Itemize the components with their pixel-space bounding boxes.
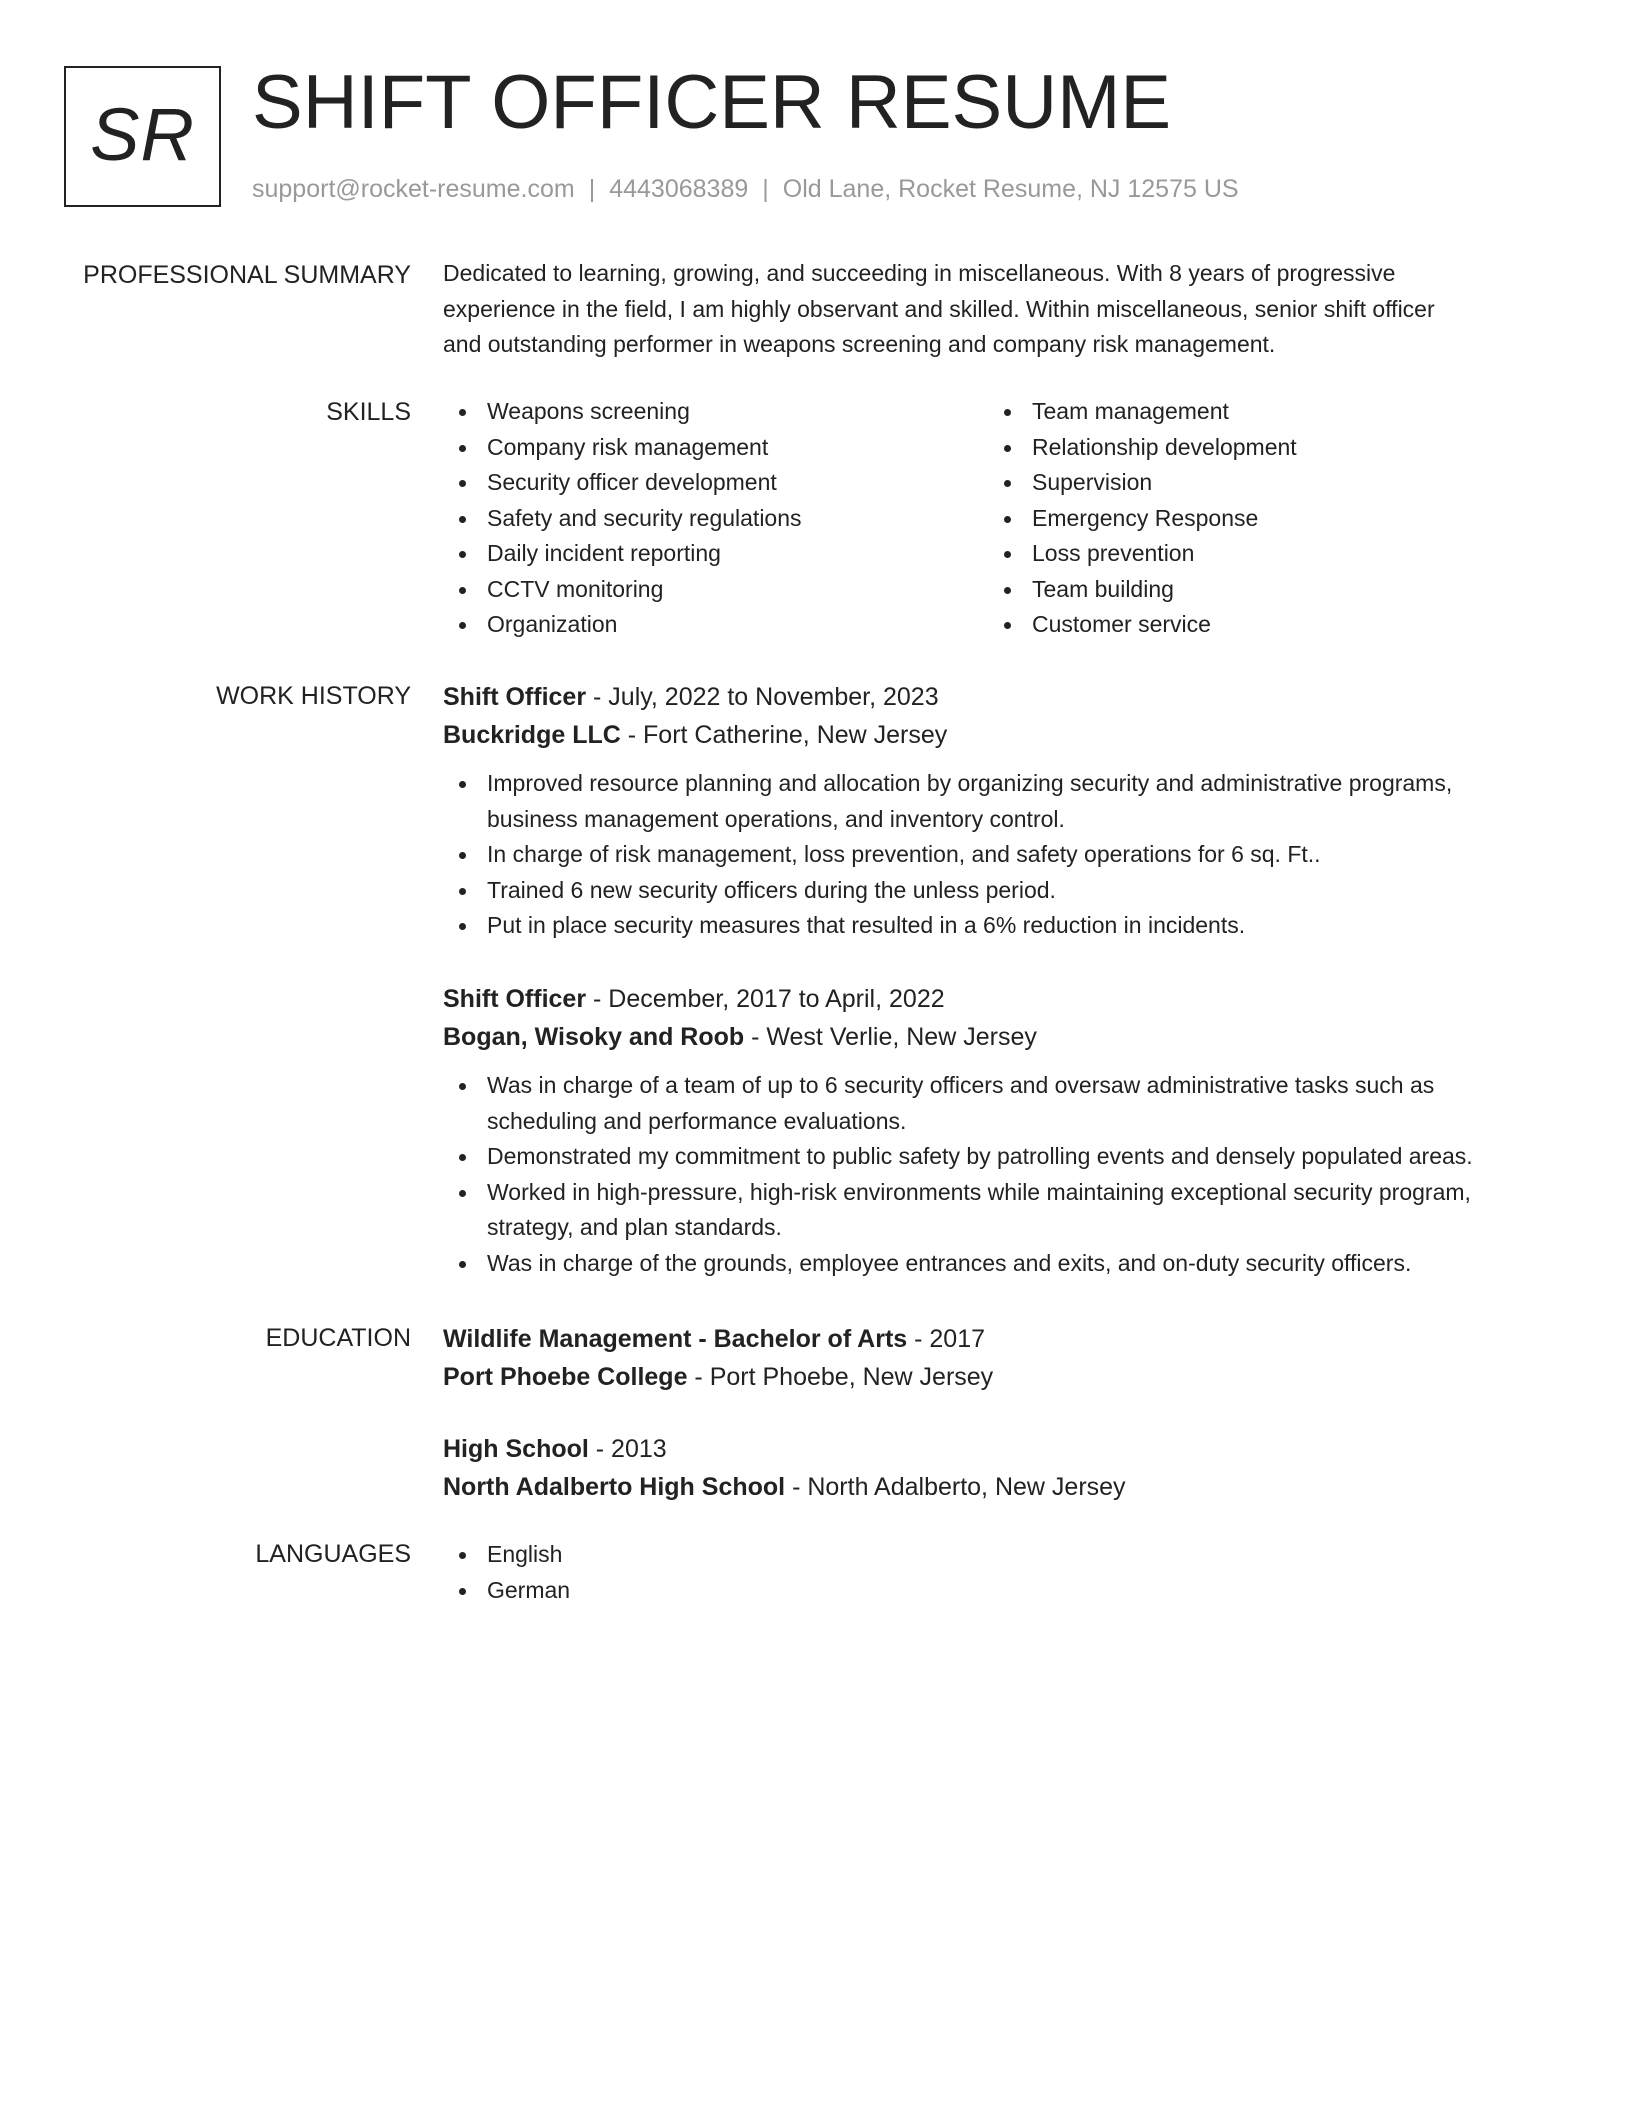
skill-item: Daily incident reporting bbox=[443, 536, 988, 572]
job-company: Buckridge LLC bbox=[443, 721, 621, 749]
job-bullet bbox=[443, 908, 1563, 944]
job-title: Shift Officer bbox=[443, 683, 587, 711]
contact-separator: | bbox=[762, 175, 769, 203]
skill-item: Relationship development bbox=[988, 430, 1533, 466]
job-bullet-list bbox=[443, 766, 1563, 944]
education-degree-line bbox=[443, 1320, 1563, 1358]
skills-list-right bbox=[988, 394, 1533, 643]
job-bullet bbox=[443, 837, 1563, 873]
job-title-line bbox=[443, 980, 1563, 1018]
education-degree-line bbox=[443, 1430, 1563, 1468]
job-bullet-text: Trained 6 new security officers during the unless period. bbox=[487, 876, 1056, 903]
job-bullet-text: strategy, and plan standards. bbox=[487, 1214, 782, 1240]
education-entry bbox=[443, 1320, 1563, 1396]
job-bullet-text: Improved resource planning and allocation by organizing security and administrative programs, bbox=[487, 770, 1453, 796]
job-bullet bbox=[443, 1175, 1563, 1246]
summary-line: and outstanding performer in weapons screening and company risk management. bbox=[443, 331, 1276, 357]
section-label-languages: LANGUAGES bbox=[255, 1540, 411, 1568]
monogram-box bbox=[64, 66, 221, 207]
job-company: Bogan, Wisoky and Roob bbox=[443, 1023, 745, 1051]
education-school-line bbox=[443, 1358, 1563, 1396]
contact-address: Old Lane, Rocket Resume, NJ 12575 US bbox=[782, 175, 1239, 203]
job-dates: - July, 2022 to November, 2023 bbox=[586, 683, 939, 711]
job-location: - West Verlie, New Jersey bbox=[744, 1023, 1037, 1051]
summary-text bbox=[443, 256, 1563, 363]
skill-item: Weapons screening bbox=[443, 394, 988, 430]
education-year: - 2013 bbox=[588, 1435, 667, 1463]
skills-content bbox=[443, 394, 1563, 643]
contact-phone[interactable]: 4443068389 bbox=[609, 175, 749, 203]
skills-list-left bbox=[443, 394, 988, 643]
job-title: Shift Officer bbox=[443, 985, 587, 1013]
language-item: English bbox=[443, 1537, 1563, 1573]
skill-item: Customer service bbox=[988, 607, 1533, 643]
job-company-line bbox=[443, 716, 1563, 754]
job-bullet bbox=[443, 1068, 1563, 1139]
summary-line: experience in the field, I am highly observant and skilled. Within miscellaneous, senior shift officer bbox=[443, 295, 1435, 322]
skill-item: Team management bbox=[988, 394, 1533, 430]
education-degree: Wildlife Management - Bachelor of Arts bbox=[443, 1325, 908, 1353]
education-location: - North Adalberto, New Jersey bbox=[785, 1473, 1126, 1501]
languages-content bbox=[443, 1537, 1563, 1608]
education-school-line bbox=[443, 1468, 1563, 1506]
skill-item: Organization bbox=[443, 607, 988, 643]
education-degree: High School bbox=[443, 1435, 589, 1463]
job-location: - Fort Catherine, New Jersey bbox=[620, 721, 948, 749]
skill-item: Company risk management bbox=[443, 430, 988, 466]
skill-item: Emergency Response bbox=[988, 501, 1533, 537]
education-school: North Adalberto High School bbox=[443, 1473, 786, 1501]
job-title-line bbox=[443, 678, 1563, 716]
education-location: - Port Phoebe, New Jersey bbox=[687, 1363, 994, 1391]
skill-item: Safety and security regulations bbox=[443, 501, 988, 537]
skill-item: Supervision bbox=[988, 465, 1533, 501]
section-label-skills: SKILLS bbox=[326, 398, 411, 426]
job-bullet bbox=[443, 873, 1563, 909]
job-bullet-list bbox=[443, 1068, 1563, 1281]
job-bullet-text: In charge of risk management, loss prevention, and safety operations for 6 sq. Ft.. bbox=[487, 841, 1321, 867]
monogram-initials: SR bbox=[90, 93, 195, 176]
section-label-education: EDUCATION bbox=[265, 1324, 411, 1352]
job-bullet-text: Put in place security measures that resulted in a 6% reduction in incidents. bbox=[487, 912, 1246, 938]
languages-list bbox=[443, 1537, 1563, 1608]
section-label-work-history: WORK HISTORY bbox=[216, 682, 411, 710]
job-bullet bbox=[443, 1246, 1563, 1282]
job-bullet bbox=[443, 1139, 1563, 1175]
education-entry bbox=[443, 1430, 1563, 1506]
resume-title: SHIFT OFFICER RESUME bbox=[252, 60, 1172, 145]
section-label-summary: PROFESSIONAL SUMMARY bbox=[83, 261, 411, 289]
job-bullet-text: business management operations, and inventory control. bbox=[487, 805, 1065, 832]
job-bullet-text: scheduling and performance evaluations. bbox=[487, 1107, 907, 1134]
job-dates: - December, 2017 to April, 2022 bbox=[586, 985, 945, 1013]
job-bullet-text: Was in charge of the grounds, employee entrances and exits, and on-duty security officers. bbox=[487, 1249, 1412, 1276]
language-item: German bbox=[443, 1573, 1563, 1609]
skill-item: CCTV monitoring bbox=[443, 572, 988, 608]
contact-line bbox=[252, 174, 1239, 204]
summary-content bbox=[443, 256, 1563, 363]
job-bullet-text: Worked in high-pressure, high-risk environments while maintaining exceptional security program, bbox=[487, 1178, 1471, 1205]
contact-email[interactable]: support@rocket-resume.com bbox=[252, 175, 575, 203]
job-bullet-text: Demonstrated my commitment to public safety by patrolling events and densely populated areas. bbox=[487, 1143, 1473, 1169]
job-bullet-text: Was in charge of a team of up to 6 security officers and oversaw administrative tasks such as bbox=[487, 1072, 1435, 1098]
skill-item: Loss prevention bbox=[988, 536, 1533, 572]
job-entry bbox=[443, 980, 1563, 1281]
skill-item: Team building bbox=[988, 572, 1533, 608]
job-entry bbox=[443, 678, 1563, 944]
skill-item: Security officer development bbox=[443, 465, 988, 501]
education-school: Port Phoebe College bbox=[443, 1363, 688, 1391]
contact-separator: | bbox=[588, 175, 596, 203]
education-year: - 2017 bbox=[907, 1325, 986, 1353]
job-bullet bbox=[443, 766, 1563, 837]
job-company-line bbox=[443, 1018, 1563, 1056]
summary-line: Dedicated to learning, growing, and succeeding in miscellaneous. With 8 years of progressive bbox=[443, 260, 1396, 286]
